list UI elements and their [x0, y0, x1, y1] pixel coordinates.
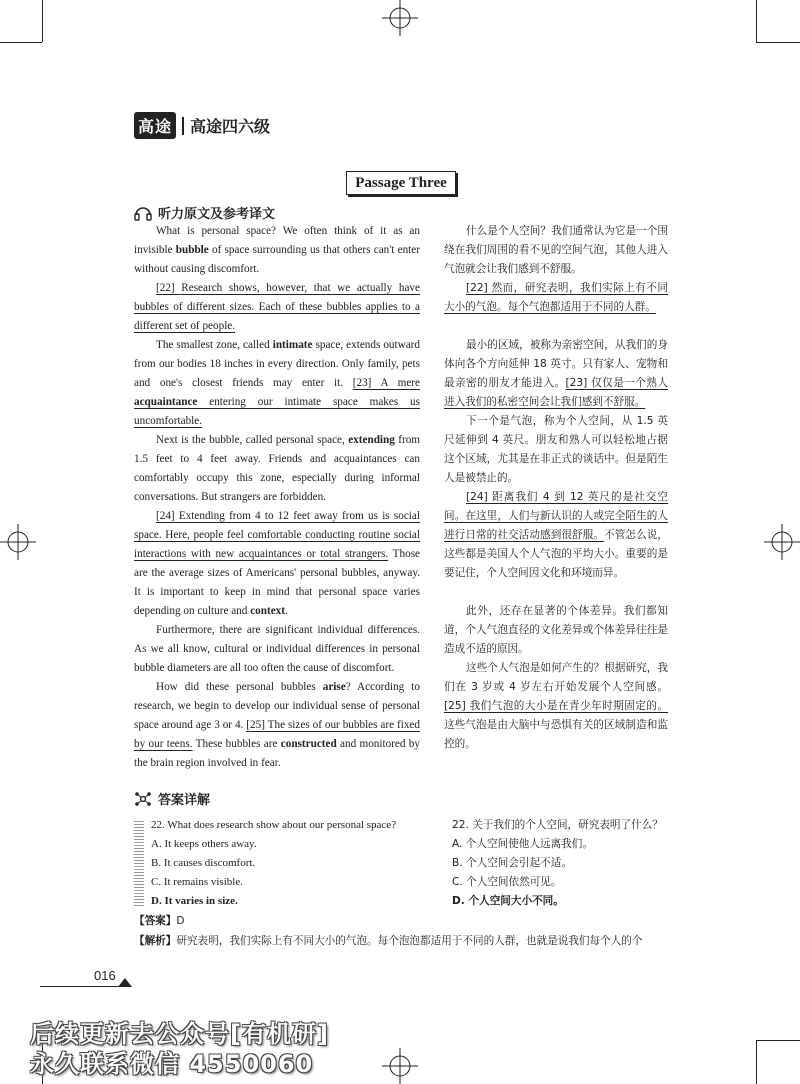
analysis-label: 【解析】 — [134, 935, 177, 947]
section-title: 听力原文及参考译文 — [158, 207, 276, 222]
page-number: 016 — [94, 968, 116, 983]
english-transcript — [134, 222, 420, 773]
molecule-icon — [134, 791, 152, 807]
paragraph: 下一个是气泡，称为个人空间，从 1.5 英尺延伸到 4 英尺。朋友和熟人可以轻松地占据这个区域，尤其是在非正式的谈话中。但是陌生人是被禁止的。 — [444, 415, 668, 484]
registration-mark-icon — [0, 524, 36, 560]
footer-rule — [40, 986, 130, 987]
brand-divider — [182, 117, 184, 135]
section-heading-transcript — [134, 203, 275, 222]
crop-mark — [0, 42, 42, 43]
watermark-line: 永久联系微信 4550060 — [30, 1050, 314, 1078]
option-c: C. It remains visible. — [151, 876, 243, 888]
section-title: 答案详解 — [158, 793, 211, 808]
answer-value: D — [176, 915, 185, 927]
option-c: C. 个人空间依然可见。 — [452, 876, 562, 888]
crop-mark — [42, 0, 43, 42]
brand-name: 高途四六级 — [190, 117, 271, 136]
question-english — [151, 816, 396, 911]
crop-mark — [756, 1040, 800, 1041]
paragraph: 这些个人气泡是如何产生的？根据研究，我们在 3 岁或 4 岁左右开始发展个人空间感。[25] 我们气泡的大小是在青少年时期固定的。这些气泡是由大脑中与恐惧有关的区域制造和监控的。 — [444, 662, 668, 750]
option-b: B. 个人空间会引起不适。 — [452, 857, 572, 869]
answer-label: 【答案】 — [134, 915, 177, 927]
paragraph: [24] Extending from 4 to 12 feet away from us is social space. Here, people feel comfortable conducting routine social interactions with new acquaintances or total strangers. Those are the average sizes of Americans' personal bubbles, anyway. It is important to keep in mind that personal space varies depending on culture and context. — [134, 510, 421, 617]
analysis-text: 研究表明，我们实际上有不同大小的气泡。每个泡泡都适用于不同的人群，也就是说我们每个人的个 — [176, 935, 643, 947]
watermark-line: 后续更新去公众号[有机研] — [30, 1020, 329, 1048]
option-a: A. It keeps others away. — [151, 838, 257, 850]
answer-line — [134, 912, 185, 931]
triangle-marker-icon — [118, 978, 132, 987]
chinese-translation — [444, 222, 668, 754]
paragraph: [22] Research shows, however, that we actually have bubbles of different sizes. Each of these bubbles applies to a different set of people. — [134, 282, 420, 332]
paragraph: What is personal space? We often think of it as an invisible bubble of space surrounding us that others can't enter without causing discomfort. — [134, 225, 420, 275]
paragraph: 最小的区域，被称为亲密空间，从我们的身体向各个方向延伸 18 英寸。只有家人、宠物和最亲密的朋友才能进入。[23] 仅仅是一个熟人进入我们的私密空间会让我们感到不舒服。 — [444, 339, 669, 408]
paragraph: Furthermore, there are significant individual differences. As we all know, cultural or individual differences in personal bubble diameters are all too often the cause of discomfort. — [134, 624, 420, 674]
crop-mark — [756, 0, 757, 42]
section-heading-answers — [134, 789, 210, 808]
crop-mark — [756, 1040, 757, 1084]
option-a: A. 个人空间使他人远离我们。 — [452, 838, 593, 850]
crop-mark — [756, 42, 800, 43]
registration-mark-icon — [382, 0, 418, 36]
paragraph: [24] 距离我们 4 到 12 英尺的是社交空间。在这里，人们与新认识的人或完全陌生的人进行日常的社交活动感到很舒服。不管怎么说，这些都是美国人个人气泡的平均大小。重要的是要记住，个人空间因文化和环境而异。 — [444, 491, 669, 579]
brand-logo: 高途 — [134, 112, 176, 139]
headphones-icon — [134, 205, 152, 221]
paragraph: The smallest zone, called intimate space, extends outward from our bodies 18 inches in every direction. Only family, pets and one's closest friends may enter it. [23] A mere acquaintance entering our intimate space makes us uncomfortable. — [134, 339, 420, 427]
question-stem: 22. 关于我们的个人空间，研究表明了什么？ — [452, 819, 663, 831]
analysis-line — [134, 932, 674, 951]
paragraph: 什么是个人空间？我们通常认为它是一个围绕在我们周围的看不见的空间气泡，其他人进入气泡就会让我们感到不舒服。 — [444, 225, 668, 275]
question-stem: 22. What does research show about our personal space? — [151, 819, 397, 831]
paragraph: [22] 然而，研究表明，我们实际上有不同大小的气泡。每个气泡都适用于不同的人群。 — [444, 282, 668, 313]
question-side-bar — [134, 820, 144, 906]
question-chinese — [452, 816, 663, 911]
option-d: D. It varies in size. — [151, 895, 238, 907]
paragraph: 此外，还存在显著的个体差异。我们都知道，个人气泡直径的文化差异或个体差异往往是造成不适的原因。 — [444, 605, 668, 655]
registration-mark-icon — [764, 524, 800, 560]
option-b: B. It causes discomfort. — [151, 857, 256, 869]
passage-title: Passage Three — [346, 171, 456, 195]
paragraph: How did these personal bubbles arise? According to research, we begin to develop our individual sense of personal space around age 3 or 4. [25] The sizes of our bubbles are fixed by our teens. These bubbles are constructed and monitored by the brain region involved in fear. — [134, 681, 420, 769]
registration-mark-icon — [382, 1048, 418, 1084]
brand-header — [134, 112, 270, 139]
paragraph: Next is the bubble, called personal space, extending from 1.5 feet to 4 feet away. Friends and acquaintances can comfortably occupy this zone, especially during informal conversations. But strangers are forbidden. — [134, 434, 420, 503]
option-d: D. 个人空间大小不同。 — [452, 895, 564, 907]
